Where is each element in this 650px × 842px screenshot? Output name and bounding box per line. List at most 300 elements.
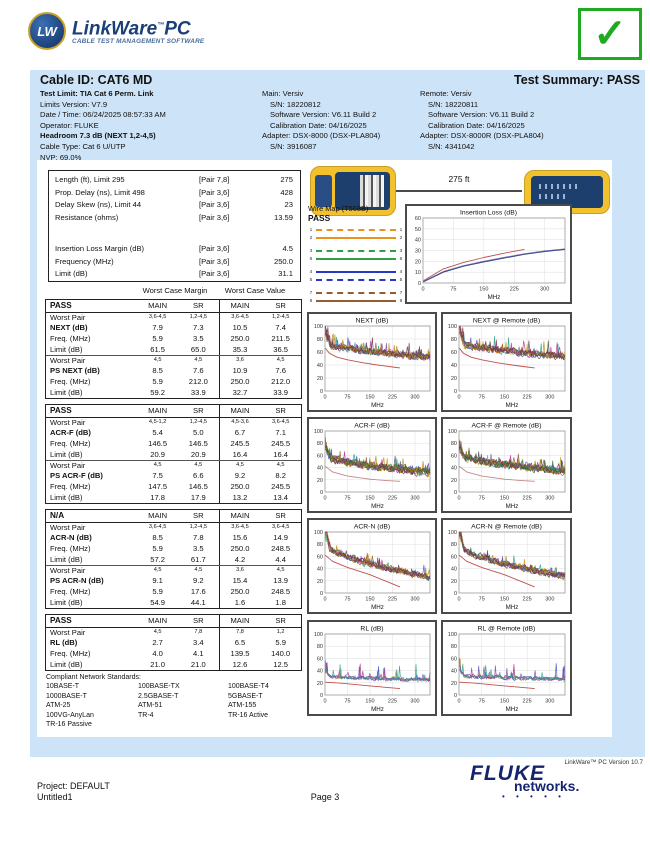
- worst-pair-label: Worst Pair: [50, 628, 86, 637]
- header-line: Cable Type: Cat 6 U/UTP: [40, 141, 126, 151]
- chart-acrf-remote: [441, 417, 572, 513]
- svg-text:80: 80: [316, 542, 323, 549]
- header-line: S/N: 18220811: [428, 99, 479, 109]
- header-line: Software Version: V6.11 Build 2: [428, 110, 535, 120]
- svg-text:60: 60: [450, 453, 457, 460]
- table-cell: 147.5: [148, 482, 168, 491]
- svg-text:225: 225: [522, 394, 532, 401]
- table-cell: 54.9: [150, 598, 166, 607]
- summary-label: Length (ft), Limit 295: [55, 175, 125, 184]
- wire-line: [316, 250, 396, 252]
- wire-pin-left: 4: [309, 269, 313, 275]
- svg-text:RL (dB): RL (dB): [360, 625, 384, 633]
- header-line: Date / Time: 06/24/2025 08:57:33 AM: [40, 110, 166, 120]
- summary-value: 23: [284, 200, 293, 209]
- table-cell: 44.1: [190, 598, 206, 607]
- svg-text:0: 0: [323, 698, 327, 705]
- table-row: [46, 554, 301, 565]
- svg-text:80: 80: [316, 441, 323, 448]
- summary-row: [49, 224, 300, 243]
- standards-column: [46, 682, 138, 729]
- svg-text:225: 225: [387, 596, 398, 603]
- svg-text:ACR-N @ Remote (dB): ACR-N @ Remote (dB): [471, 523, 542, 531]
- table-cell: 7.9: [152, 323, 163, 332]
- table-cell: 9.2: [193, 576, 204, 585]
- result-table-rl: [45, 614, 302, 671]
- chart-rl-remote: [441, 620, 572, 716]
- table-cell: 8.5: [152, 366, 163, 375]
- result-table-header: [46, 510, 301, 523]
- svg-text:75: 75: [344, 596, 351, 603]
- table-row: [46, 597, 301, 608]
- summary-row: [49, 187, 300, 200]
- svg-text:225: 225: [522, 495, 532, 502]
- row-label: Limit (dB): [50, 450, 83, 459]
- table-row: [46, 481, 301, 492]
- worst-pair-label: Worst Pair: [50, 418, 86, 427]
- summary-label: Delay Skew (ns), Limit 44: [55, 200, 142, 209]
- fluke-wordmark: FLUKE: [470, 762, 545, 785]
- table-cell: 8.5: [152, 533, 163, 542]
- svg-text:60: 60: [316, 554, 323, 561]
- table-row: [46, 376, 301, 387]
- svg-text:300: 300: [545, 596, 555, 603]
- summary-row: [49, 243, 300, 256]
- chart-acrn: [307, 518, 437, 614]
- table-cell: 20.9: [190, 450, 206, 459]
- svg-text:20: 20: [316, 578, 323, 585]
- table-cell: 245.5: [271, 482, 291, 491]
- standard-item: 2.5GBASE-T: [138, 692, 179, 700]
- table-cell: 57.2: [150, 555, 166, 564]
- wire-pin-left: 6: [309, 256, 313, 262]
- table-cell: 17.8: [150, 493, 166, 502]
- table-cell: 139.5: [219, 648, 261, 659]
- worst-pair-row: [46, 313, 301, 322]
- svg-text:0: 0: [319, 490, 323, 496]
- wire-pin-right: 4: [399, 269, 403, 275]
- table-cell: 212.0: [188, 377, 208, 386]
- svg-text:MHz: MHz: [371, 604, 384, 611]
- table-cell: 20.9: [150, 450, 166, 459]
- table-cell: 12.5: [273, 660, 289, 669]
- svg-text:75: 75: [344, 495, 351, 502]
- table-cell: 7.8: [193, 533, 204, 542]
- table-cell: 13.4: [273, 493, 289, 502]
- svg-text:225: 225: [387, 698, 398, 705]
- table-row: [46, 492, 301, 503]
- worst-pair-row: [46, 418, 301, 427]
- svg-text:MHz: MHz: [505, 503, 519, 510]
- svg-text:0: 0: [457, 394, 461, 401]
- chart-rl: [309, 622, 435, 714]
- wire-line: [316, 292, 396, 294]
- standard-item: 1000BASE-T: [46, 692, 87, 700]
- table-row: [46, 427, 301, 438]
- chart-next-remote: [441, 312, 572, 412]
- svg-text:225: 225: [522, 698, 532, 705]
- table-cell: 4.4: [275, 555, 286, 564]
- header-line: S/N: 4341042: [428, 141, 475, 151]
- svg-text:60: 60: [316, 350, 323, 356]
- row-label: Freq. (MHz): [50, 587, 91, 596]
- wire-map-row: [308, 289, 404, 297]
- svg-text:Insertion Loss (dB): Insertion Loss (dB): [459, 209, 518, 217]
- row-label: Freq. (MHz): [50, 649, 91, 658]
- wire-pin-left: 3: [309, 248, 313, 254]
- worst-pair-value: 3,6: [219, 356, 261, 365]
- wire-map: [308, 204, 404, 318]
- header-line: S/N: 18220812: [270, 99, 321, 109]
- table-cell: 35.3: [219, 344, 261, 355]
- table-cell: 61.5: [150, 345, 166, 354]
- svg-text:60: 60: [450, 656, 457, 663]
- worst-pair-value: 4,5: [194, 462, 203, 468]
- wire-map-row: [308, 226, 404, 234]
- svg-text:75: 75: [344, 394, 351, 401]
- standard-item: ATM-51: [138, 702, 163, 710]
- wire-map-row: [308, 234, 404, 242]
- table-cell: 4.0: [152, 649, 163, 658]
- table-cell: 61.7: [190, 555, 206, 564]
- svg-text:0: 0: [323, 495, 327, 502]
- wire-line: [316, 258, 396, 260]
- svg-text:NEXT @ Remote (dB): NEXT @ Remote (dB): [472, 317, 541, 325]
- chart-insertion-loss: [407, 206, 570, 302]
- linkware-logo: [28, 12, 204, 50]
- tester-side-panel: [315, 175, 332, 207]
- row-label: Limit (dB): [50, 345, 83, 354]
- svg-text:60: 60: [414, 216, 421, 222]
- software-version-label: LinkWare™ PC Version 10.7: [564, 759, 643, 766]
- row-label: Freq. (MHz): [50, 439, 91, 448]
- svg-text:300: 300: [540, 286, 550, 293]
- svg-text:40: 40: [450, 566, 457, 573]
- svg-text:150: 150: [499, 495, 510, 502]
- table-row: [46, 637, 301, 648]
- svg-text:20: 20: [450, 477, 457, 484]
- status-badge: PASS: [50, 406, 72, 415]
- table-row: [46, 543, 301, 554]
- svg-text:80: 80: [450, 441, 457, 448]
- standard-item: TR-4: [138, 711, 154, 719]
- table-cell: 7.4: [275, 323, 286, 332]
- svg-text:150: 150: [365, 596, 375, 603]
- svg-text:80: 80: [450, 644, 457, 651]
- summary-row: [49, 174, 300, 187]
- status-badge: PASS: [50, 616, 72, 625]
- svg-text:150: 150: [499, 394, 510, 401]
- header-line: Calibration Date: 04/16/2025: [428, 120, 525, 130]
- worst-pair-value: 4,5: [153, 629, 162, 635]
- svg-text:60: 60: [316, 453, 323, 460]
- wire-pin-right: 6: [399, 256, 403, 262]
- table-row: [46, 586, 301, 597]
- standard-item: 5GBASE-T: [228, 692, 263, 700]
- column-header: SR: [275, 301, 286, 310]
- svg-text:100: 100: [313, 429, 323, 435]
- svg-text:0: 0: [319, 389, 323, 395]
- standards-columns: [46, 682, 301, 729]
- svg-text:300: 300: [410, 394, 420, 401]
- worst-pair-value: 4,5-3,6: [219, 418, 261, 427]
- worst-pair-row: [46, 628, 301, 637]
- svg-text:100: 100: [447, 530, 457, 536]
- column-header: SR: [275, 406, 286, 415]
- svg-text:40: 40: [414, 237, 421, 244]
- svg-text:0: 0: [453, 693, 457, 699]
- table-cell: 1.6: [219, 597, 261, 608]
- table-cell: 8.2: [275, 471, 286, 480]
- table-row: [46, 659, 301, 670]
- svg-text:225: 225: [387, 394, 398, 401]
- chart-acrn: [309, 520, 435, 612]
- svg-text:60: 60: [450, 350, 457, 356]
- table-cell: 146.5: [148, 439, 168, 448]
- svg-text:0: 0: [319, 693, 323, 699]
- header-line: Headroom 7.3 dB (NEXT 1,2-4,5): [40, 131, 156, 141]
- summary-label: Resistance (ohms): [55, 212, 119, 222]
- fluke-networks-logo: [470, 764, 579, 801]
- svg-text:40: 40: [450, 363, 457, 369]
- table-cell: 7.5: [152, 471, 163, 480]
- table-cell: 212.0: [271, 377, 291, 386]
- svg-text:0: 0: [453, 490, 457, 496]
- row-label: ACR-F (dB): [50, 428, 91, 437]
- svg-text:0: 0: [453, 389, 457, 395]
- worst-pair-value: 1,2-4,5: [271, 314, 290, 320]
- svg-text:80: 80: [316, 644, 323, 651]
- table-cell: 146.5: [188, 439, 208, 448]
- summary-label: Insertion Loss Margin (dB): [55, 244, 145, 253]
- svg-text:100: 100: [447, 429, 457, 435]
- standard-item: ATM-25: [46, 702, 71, 710]
- table-cell: 10.5: [219, 322, 261, 333]
- svg-text:40: 40: [316, 363, 323, 369]
- table-cell: 6.5: [219, 637, 261, 648]
- svg-text:150: 150: [365, 495, 375, 502]
- table-cell: 21.0: [190, 660, 206, 669]
- table-cell: 5.9: [152, 334, 163, 343]
- worst-pair-value: 4,5: [276, 567, 285, 573]
- linkware-logo-text: [72, 17, 204, 45]
- worst-pair-row: [46, 565, 301, 575]
- wire-line: [316, 279, 396, 281]
- table-row: [46, 575, 301, 586]
- svg-text:150: 150: [479, 286, 489, 293]
- svg-text:300: 300: [410, 495, 420, 502]
- wire-pin-right: 7: [399, 290, 403, 296]
- wire-pin-right: 1: [399, 227, 403, 233]
- wire-map-title: Wire Map (T568B): [308, 204, 369, 213]
- table-row: [46, 344, 301, 355]
- svg-text:75: 75: [478, 698, 485, 705]
- wire-map-row: [308, 268, 404, 276]
- summary-pair: [Pair 7,8]: [199, 175, 230, 184]
- header-remote-column: [420, 89, 640, 153]
- summary-value: 275: [280, 175, 293, 184]
- row-label: Freq. (MHz): [50, 377, 91, 386]
- svg-text:MHz: MHz: [371, 402, 384, 409]
- svg-text:10: 10: [414, 270, 421, 277]
- svg-text:300: 300: [545, 495, 555, 502]
- cable-length-label: 275 ft: [448, 174, 470, 184]
- column-header: SR: [275, 511, 286, 520]
- worst-pair-label: Worst Pair: [50, 523, 86, 532]
- test-summary: Test Summary: PASS: [514, 73, 640, 87]
- result-table-header: [46, 615, 301, 628]
- header-line: Operator: FLUKE: [40, 120, 99, 130]
- chart-rl: [307, 620, 437, 716]
- svg-text:MHz: MHz: [371, 503, 384, 510]
- tester-wiremap-display: [360, 175, 384, 207]
- wire-line: [316, 237, 396, 239]
- table-cell: 13.2: [219, 492, 261, 503]
- table-cell: 248.5: [271, 587, 291, 596]
- worst-pair-value: 3,6-4,5: [148, 314, 167, 320]
- project-name: Project: DEFAULT: [37, 781, 110, 791]
- worst-pair-value: 1,2-4,5: [189, 314, 208, 320]
- svg-text:225: 225: [522, 596, 532, 603]
- summary-pair: [Pair 3,6]: [199, 200, 230, 209]
- table-cell: 9.2: [219, 470, 261, 481]
- wire-pin-right: 2: [399, 235, 403, 241]
- header-line: Adapter: DSX-8000 (DSX-PLA804): [262, 131, 381, 141]
- column-header: SR: [193, 301, 204, 310]
- worst-pair-label: Worst Pair: [50, 356, 86, 365]
- table-row: [46, 387, 301, 398]
- row-label: ACR-N (dB): [50, 533, 92, 542]
- summary-pair: [Pair 3,6]: [199, 187, 230, 197]
- svg-text:ACR-N (dB): ACR-N (dB): [353, 523, 391, 531]
- table-row: [46, 438, 301, 449]
- table-cell: 65.0: [190, 345, 206, 354]
- svg-text:40: 40: [316, 668, 323, 675]
- remote-screen-detail: [539, 194, 565, 199]
- row-label: Freq. (MHz): [50, 544, 91, 553]
- table-cell: 245.5: [219, 438, 261, 449]
- svg-text:0: 0: [421, 286, 425, 293]
- svg-text:ACR-F @ Remote (dB): ACR-F @ Remote (dB): [471, 422, 542, 430]
- header-line: Calibration Date: 04/16/2025: [270, 120, 367, 130]
- svg-text:100: 100: [313, 324, 323, 330]
- svg-text:40: 40: [450, 465, 457, 472]
- header-main-column: [262, 89, 417, 153]
- table-cell: 211.5: [271, 334, 290, 343]
- wire-pin-left: 7: [309, 290, 313, 296]
- svg-text:40: 40: [316, 465, 323, 472]
- column-header: MAIN: [148, 406, 168, 415]
- column-header: MAIN: [219, 300, 261, 312]
- wire-line: [316, 229, 396, 231]
- cable-line: [396, 190, 522, 192]
- svg-text:0: 0: [417, 281, 421, 287]
- standard-item: 10BASE-T: [46, 683, 80, 691]
- summary-value: 4.5: [282, 244, 293, 253]
- worst-pair-value: 1,2: [276, 629, 285, 635]
- row-label: NEXT (dB): [50, 323, 88, 332]
- table-cell: 5.9: [152, 377, 163, 386]
- svg-text:150: 150: [499, 596, 510, 603]
- svg-text:0: 0: [457, 596, 461, 603]
- svg-text:MHz: MHz: [505, 604, 519, 611]
- table-cell: 2.7: [152, 638, 163, 647]
- summary-label: Frequency (MHz): [55, 256, 114, 266]
- pass-check-icon: ✓: [578, 8, 642, 60]
- header-line: Adapter: DSX-8000R (DSX-PLA804): [420, 131, 544, 141]
- row-label: Limit (dB): [50, 660, 83, 669]
- caption-worst-case-value: Worst Case Value: [224, 286, 286, 295]
- table-cell: 250.0: [219, 481, 261, 492]
- wire-pin-left: 1: [309, 227, 313, 233]
- svg-text:40: 40: [316, 566, 323, 573]
- row-label: RL (dB): [50, 638, 78, 647]
- svg-text:75: 75: [450, 286, 457, 293]
- worst-pair-value: 1,2-4,5: [189, 419, 208, 425]
- wire-map-row: [308, 297, 404, 305]
- header-line: S/N: 3916087: [270, 141, 317, 151]
- header-line: Software Version: V6.11 Build 2: [270, 110, 377, 120]
- chart-acrn-remote: [443, 520, 570, 612]
- table-cell: 6.6: [193, 471, 204, 480]
- column-header: MAIN: [219, 615, 261, 627]
- standard-item: TR-16 Active: [228, 711, 269, 719]
- svg-text:100: 100: [313, 530, 323, 536]
- table-cell: 16.4: [219, 449, 261, 460]
- cable-id: Cable ID: CAT6 MD: [40, 73, 153, 87]
- summary-label: Prop. Delay (ns), Limit 498: [55, 187, 145, 197]
- chart-acrf: [309, 419, 435, 511]
- svg-text:20: 20: [316, 376, 323, 382]
- worst-pair-value: 4,5: [219, 461, 261, 470]
- standard-item: 100VG-AnyLan: [46, 711, 94, 719]
- column-header: SR: [193, 511, 204, 520]
- svg-text:225: 225: [387, 495, 398, 502]
- wire-pin-left: 2: [309, 235, 313, 241]
- result-table-header: [46, 300, 301, 313]
- chart-acrf: [307, 417, 437, 513]
- svg-text:0: 0: [323, 596, 327, 603]
- worst-pair-row: [46, 460, 301, 470]
- svg-text:50: 50: [414, 226, 421, 233]
- header-line: Test Limit: TIA Cat 6 Perm. Link: [40, 89, 154, 98]
- svg-text:0: 0: [323, 394, 327, 401]
- svg-text:300: 300: [410, 596, 420, 603]
- table-cell: 21.0: [150, 660, 166, 669]
- wire-pin-right: 5: [399, 277, 403, 283]
- table-cell: 7.1: [275, 428, 286, 437]
- table-cell: 33.9: [190, 388, 206, 397]
- summary-label: Limit (dB): [55, 269, 88, 278]
- table-cell: 32.7: [219, 387, 261, 398]
- svg-text:80: 80: [450, 542, 457, 549]
- table-row: [46, 648, 301, 659]
- table-cell: 5.4: [152, 428, 163, 437]
- table-row: [46, 322, 301, 333]
- wire-map-row: [308, 255, 404, 263]
- svg-text:0: 0: [453, 591, 457, 597]
- svg-text:20: 20: [414, 259, 421, 266]
- chart-next: [307, 312, 437, 412]
- table-cell: 16.4: [273, 450, 289, 459]
- wire-pin-right: 8: [399, 298, 403, 304]
- table-cell: 1.8: [275, 598, 286, 607]
- remote-screen-detail: [539, 184, 579, 189]
- svg-text:0: 0: [319, 591, 323, 597]
- standards-column: [138, 682, 228, 729]
- table-cell: 3.4: [193, 638, 204, 647]
- table-cell: 250.0: [219, 586, 261, 597]
